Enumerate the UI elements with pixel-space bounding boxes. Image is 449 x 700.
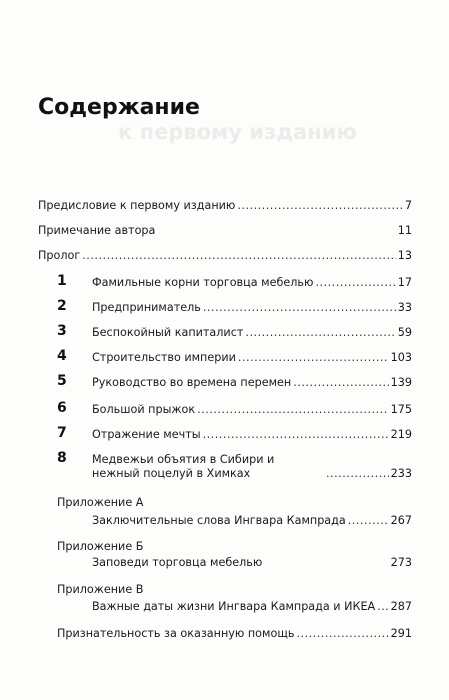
chapter-label: Фамильные корни торговца мебелью	[92, 276, 314, 289]
leader-dots	[203, 301, 396, 315]
chapter-entry	[92, 276, 412, 290]
chapter-number: 5	[57, 373, 67, 389]
chapter-page: 175	[390, 403, 412, 416]
chapter-label: Предприниматель	[92, 301, 201, 314]
appendix-label: Важные даты жизни Ингвара Кампрада и ИКЕА	[92, 600, 376, 613]
appendix-entry	[92, 514, 412, 528]
leader-dots	[315, 276, 395, 290]
chapter-label: Отражение мечты	[92, 428, 201, 441]
page-title: Содержание	[38, 95, 200, 120]
chapter-page: 219	[390, 428, 412, 441]
toc-entry-page: 7	[404, 199, 412, 212]
toc-entry-label: Пролог	[38, 249, 81, 262]
leader-dots	[203, 428, 389, 442]
toc-entry-label: Примечание автора	[38, 224, 156, 237]
chapter-entry	[92, 453, 412, 481]
toc-entry-preface	[38, 199, 412, 213]
leader-dots	[326, 467, 389, 481]
appendix-label: Заповеди торговца мебелью	[92, 556, 263, 569]
appendix-label: Заключительные слова Ингвара Кампрада	[92, 514, 346, 527]
leader-dots	[82, 249, 396, 263]
appendix-page: 273	[390, 556, 412, 569]
appendix-entry	[92, 556, 412, 570]
chapter-entry	[92, 428, 412, 442]
chapter-label: Медвежьи объятия в Сибири и нежный поцелуй в Химках	[92, 453, 275, 480]
chapter-page: 233	[390, 467, 412, 480]
chapter-entry	[92, 403, 412, 417]
chapter-entry	[92, 301, 412, 315]
chapter-number: 4	[57, 348, 67, 364]
leader-dots	[348, 514, 389, 528]
toc-entry-label: Предисловие к первому изданию	[38, 199, 236, 212]
appendix-heading: Приложение А	[57, 496, 144, 509]
chapter-page: 59	[397, 326, 412, 339]
leader-dots	[197, 403, 389, 417]
toc-entry-page: 11	[397, 224, 412, 237]
chapter-number: 1	[57, 273, 67, 289]
appendix-page: 267	[390, 514, 412, 527]
chapter-label: Строительство империи	[92, 351, 236, 364]
chapter-number: 7	[57, 425, 67, 441]
bleed-through-text: к первому изданию	[118, 120, 357, 144]
chapter-page: 139	[390, 376, 412, 389]
appendix-heading: Приложение В	[57, 583, 144, 596]
chapter-entry	[92, 376, 412, 390]
chapter-page: 33	[397, 301, 412, 314]
chapter-number: 6	[57, 400, 67, 416]
toc-entry-acknowledgments	[57, 627, 412, 641]
leader-dots	[237, 199, 403, 213]
chapter-label: Большой прыжок	[92, 403, 196, 416]
leader-dots	[377, 600, 388, 614]
leader-dots	[296, 627, 388, 641]
chapter-page: 17	[397, 276, 412, 289]
toc-entry-author-note	[38, 224, 412, 238]
chapter-number: 2	[57, 298, 67, 314]
toc-entry-label: Признательность за оказанную помощь	[57, 627, 295, 640]
leader-dots	[293, 376, 388, 390]
appendix-heading: Приложение Б	[57, 540, 144, 553]
chapter-number: 8	[57, 450, 67, 466]
toc-entry-page: 13	[397, 249, 412, 262]
toc-entry-prologue	[38, 249, 412, 263]
chapter-label: Руководство во времена перемен	[92, 376, 292, 389]
chapter-page: 103	[390, 351, 412, 364]
leader-dots	[245, 326, 395, 340]
chapter-entry	[92, 351, 412, 365]
chapter-label: Беспокойный капиталист	[92, 326, 244, 339]
appendix-page: 287	[390, 600, 412, 613]
chapter-number: 3	[57, 323, 67, 339]
toc-entry-page: 291	[390, 627, 412, 640]
chapter-entry	[92, 326, 412, 340]
leader-dots	[238, 351, 389, 365]
appendix-entry	[92, 600, 412, 614]
